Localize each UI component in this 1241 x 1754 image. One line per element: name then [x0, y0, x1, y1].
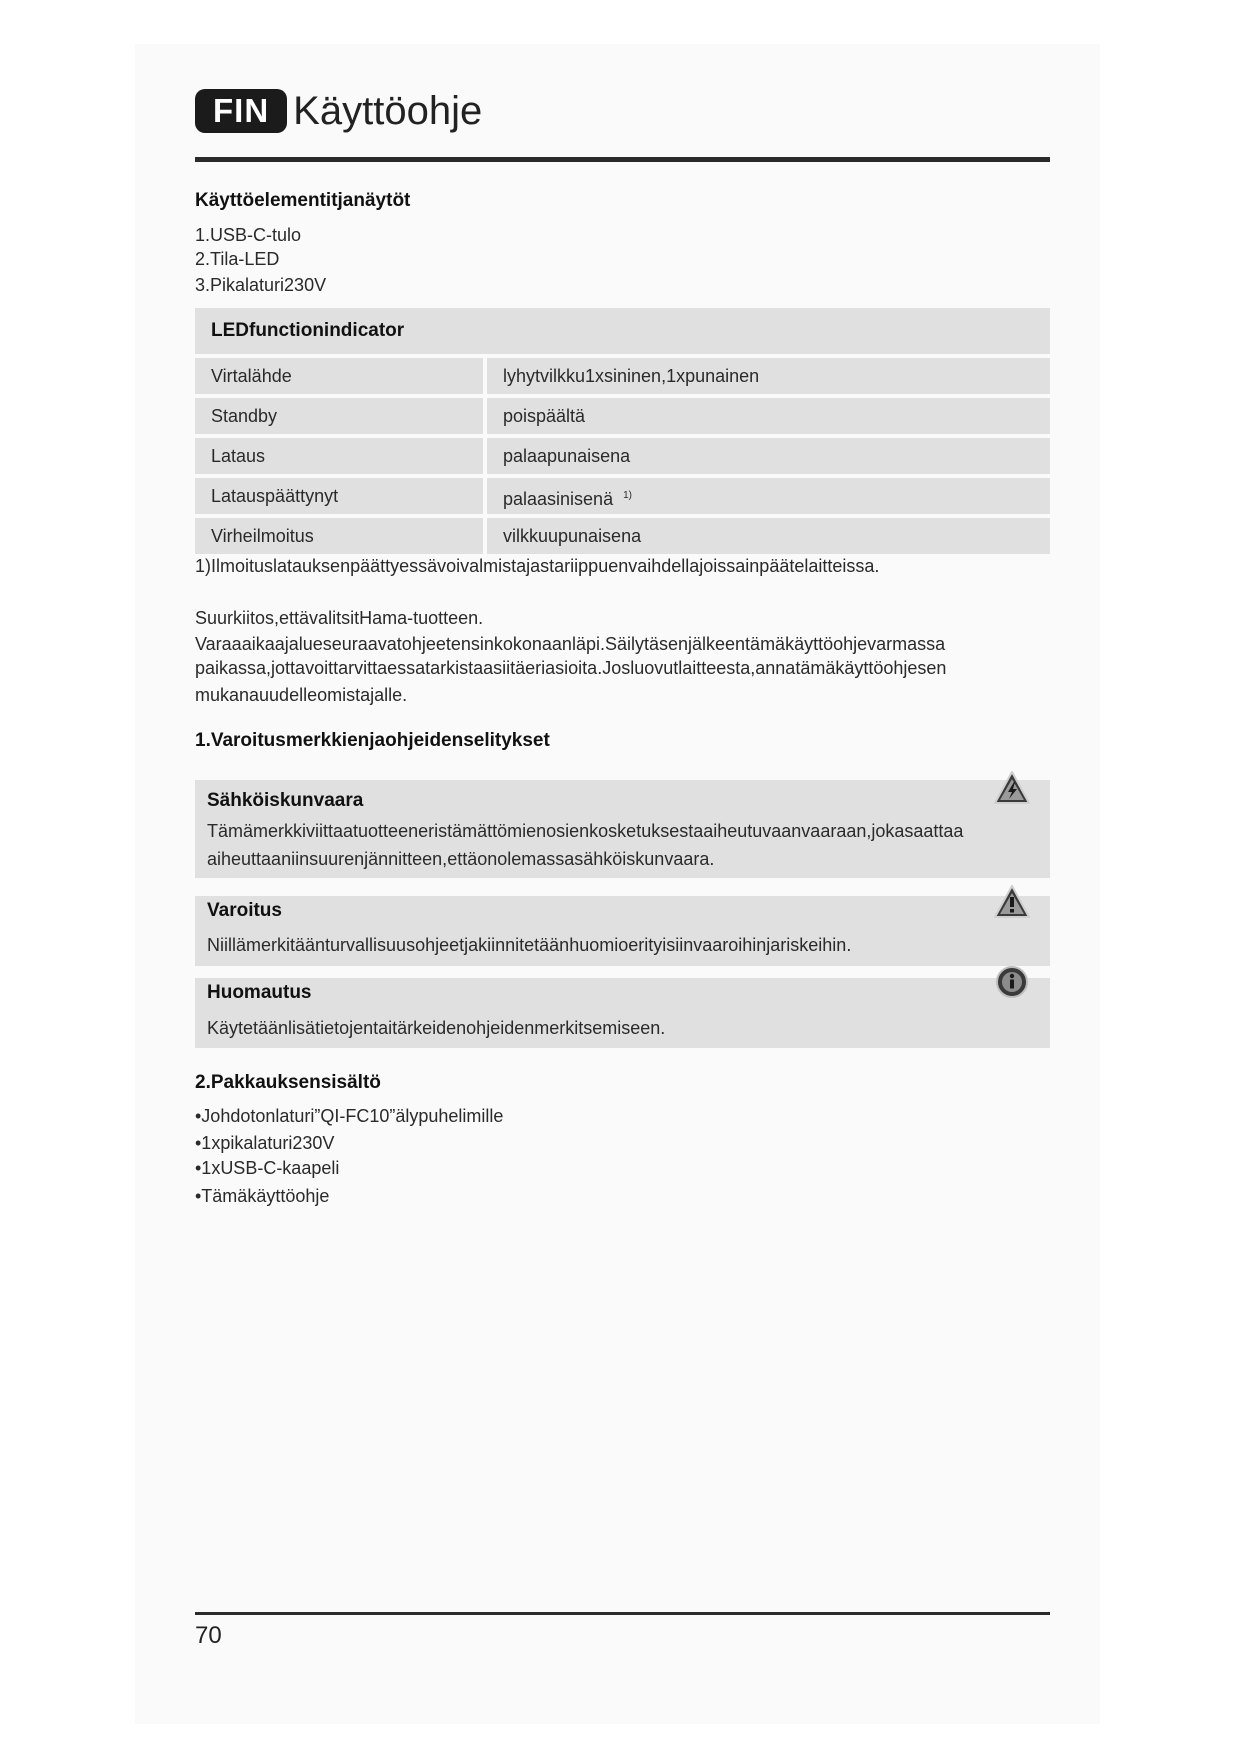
exclamation-warning-icon	[993, 884, 1031, 920]
high-voltage-warning-icon	[993, 770, 1031, 806]
controls-heading: Käyttöelementitjanäytöt	[195, 190, 411, 211]
controls-item: 3.Pikalaturi230V	[195, 275, 327, 295]
notice-text: aiheuttaaniinsuurenjännitteen,ettäonolemassasähköiskunvaara.	[207, 849, 715, 869]
notice-electric-shock	[195, 780, 1050, 878]
list-item: •Tämäkäyttöohje	[195, 1186, 330, 1206]
led-state-cell: Latauspäättynyt	[195, 478, 483, 514]
list-item: •1xpikalaturi230V	[195, 1133, 335, 1153]
led-state-cell: Standby	[195, 398, 483, 434]
led-indicator-cell	[487, 478, 1050, 514]
notice-text: Niillämerkitäänturvallisuusohjeetjakiinnitetäänhuomioerityisiinvaaroihinjariskeihin.	[207, 935, 852, 955]
led-indicator-cell	[487, 438, 1050, 474]
notice-text: Tämämerkkiviittaatuotteeneristämättömienosienkosketuksestaaiheutuvaanvaaraan,jokasaattaa	[207, 821, 964, 841]
section-1-heading: 1.Varoitusmerkkienjaohjeidenselitykset	[195, 730, 550, 751]
header-rule	[195, 157, 1050, 162]
notice-title: Varoitus	[207, 900, 282, 921]
led-indicator-text: poispäältä	[503, 406, 586, 426]
led-indicator-cell	[487, 398, 1050, 434]
intro-line: Suurkiitos,ettävalitsitHama-tuotteen.	[195, 608, 484, 628]
controls-item: 1.USB-C-tulo	[195, 225, 302, 245]
table-row	[195, 478, 1050, 514]
led-state-cell: Lataus	[195, 438, 483, 474]
led-indicator-text: palaapunaisena	[503, 446, 631, 466]
notice-text: Käytetäänlisätietojentaitärkeidenohjeidenmerkitsemiseen.	[207, 1018, 666, 1038]
led-function-table	[195, 308, 1050, 558]
table-row	[195, 518, 1050, 554]
page-number: 70	[195, 1622, 222, 1649]
notice-note	[195, 978, 1050, 1048]
led-state-cell: Virtalähde	[195, 358, 483, 394]
table-row	[195, 398, 1050, 434]
led-table-heading: LEDfunctionindicator	[195, 308, 1050, 354]
document-title: Käyttöohje	[293, 89, 483, 133]
intro-line: Varaaaikaajalueseuraavatohjeetensinkokonaanläpi.Säilytäsenjälkeentämäkäyttöohjevarmassa	[195, 634, 946, 654]
led-indicator-cell	[487, 358, 1050, 394]
info-icon	[993, 964, 1031, 1000]
led-indicator-text: vilkkuupunaisena	[503, 526, 642, 546]
page-header	[195, 88, 1050, 134]
led-table-footnote: 1)Ilmoituslatauksenpäättyessävoivalmistajastariippuenvaihdellajoissainpäätelaitteissa.	[195, 556, 880, 576]
notice-warning	[195, 896, 1050, 966]
table-row	[195, 358, 1050, 394]
intro-line: mukanauudelleomistajalle.	[195, 685, 408, 705]
list-item: •1xUSB-C-kaapeli	[195, 1158, 340, 1178]
notice-title: Huomautus	[207, 982, 312, 1003]
notice-title: Sähköiskunvaara	[207, 790, 364, 811]
controls-item: 2.Tila-LED	[195, 249, 280, 269]
led-indicator-text: palaasinisenä	[503, 489, 614, 509]
footnote-marker: 1)	[623, 490, 632, 501]
footer-rule	[195, 1612, 1050, 1615]
table-row	[195, 438, 1050, 474]
intro-line: paikassa,jottavoittarvittaessatarkistaasiitäeriasioita.Josluovutlaitteesta,annatämäkäyttöohjesen	[195, 658, 947, 678]
language-badge: FIN	[195, 89, 287, 133]
list-item: •Johdotonlaturi”QI-FC10”älypuhelimille	[195, 1106, 504, 1126]
section-2-heading: 2.Pakkauksensisältö	[195, 1072, 381, 1093]
led-state-cell: Virheilmoitus	[195, 518, 483, 554]
led-indicator-text: lyhytvilkku1xsininen,1xpunainen	[503, 366, 760, 386]
led-indicator-cell	[487, 518, 1050, 554]
